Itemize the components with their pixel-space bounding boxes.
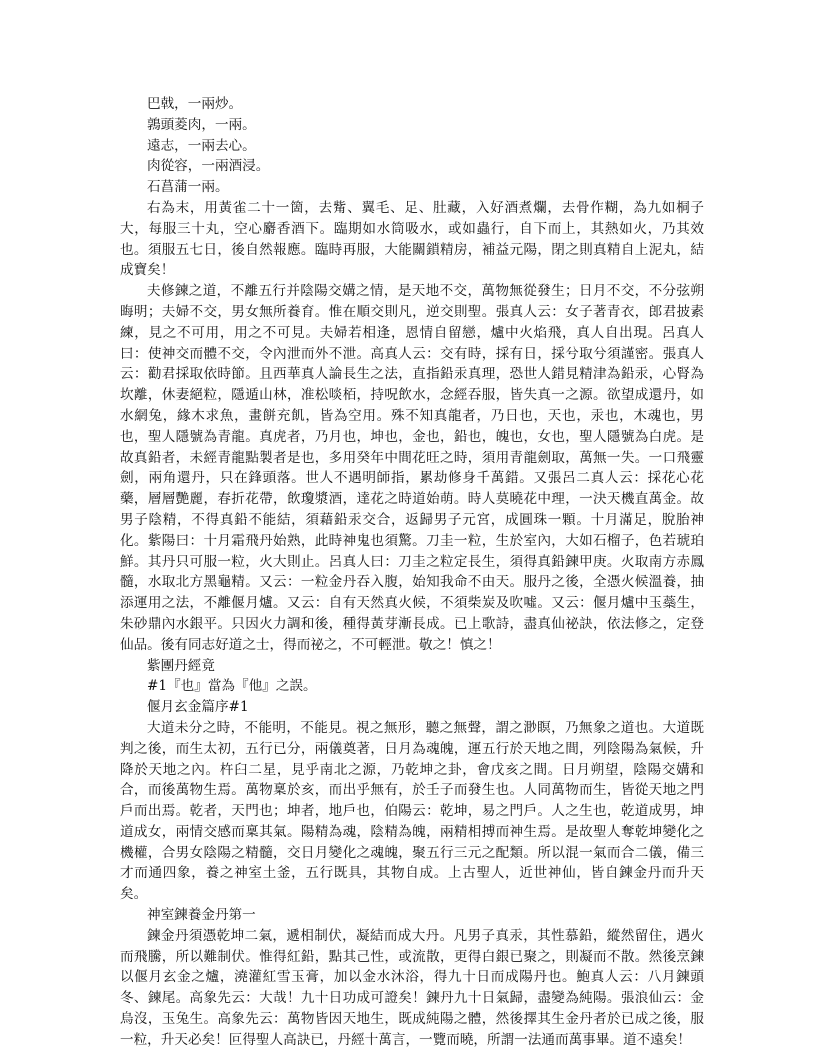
body-paragraph: 鍊金丹須憑乾坤二氣，遞相制伏，凝結而成大丹。凡男子真汞，其性慕鉛，縱然留住，遇火而飛騰，所以難制伏。惟得紅鉛，點其己性，或流散，更得白銀已聚之，則凝而不散。然後烹鍊以偃月玄金之爐，澆灌紅雪玉膏，加以金水沐浴，得九十日而成陽丹也。鮑真人云：八月鍊頭冬、鍊尾。高象先云：大哉！九十日功成可證矣！鍊丹九十日氣歸，盡變為純陽。張浪仙云：金烏沒，玉兔生。高象先云：萬物皆因天地生，既成純陽之體，然後擇其生金丹者於已成之後，服一粒，升天必矣！叵得聖人高訣已，丹經十萬言，一覽而曉，所謂一法通而萬事畢。道不遠矣！	[120, 927, 704, 1048]
text-line: 偃月玄金篇序#1	[147, 699, 249, 716]
text-line: 紫團丹經竟	[147, 657, 215, 674]
text-line: 遠志，一兩去心。	[147, 137, 256, 154]
text-line: 鶉頭菱肉，一兩。	[147, 116, 256, 133]
body-paragraph: 大道未分之時，不能明，不能見。視之無形，聽之無聲，謂之渺瞑，乃無象之道也。大道既判之後，而生太初，五行已分，兩儀奠著，日月為魂魄，運五行於天地之間，列陰陽為氣候，升降於天地之內。杵臼二星，見乎南北之源，乃乾坤之卦，會戊亥之間。日月朔望，陰陽交媾和合，而後萬物生焉。萬物稟於亥，而出乎無有，於壬子而發生也。人同萬物而生，皆從天地之門戶而出焉。乾者，天門也；坤者，地戶也，伯陽云：乾坤，易之門戶。人之生也，乾道成男，坤道成女，兩情交感而稟其氣。陽精為魂，陰精為魄，兩精相搏而神生焉。是故聖人奪乾坤變化之機權，合男女陰陽之精髓，交日月變化之魂魄，聚五行三元之配類。所以混一氣而合二儀，備三才而通四象，養之神室土釜，五行既具，其物自成。上古聖人，近世神仙，皆自鍊金丹而升天矣。	[120, 719, 704, 903]
text-line: 神室鍊養金丹第一	[147, 907, 256, 924]
document-page	[120, 94, 704, 1051]
body-paragraph: 右為末，用黃雀二十一箇，去觜、翼毛、足、肚藏，入好酒煮爛，去骨作糊，為九如桐子大，每服三十丸，空心麝香酒下。臨期如水筒吸水，或如蟲行，自下而上，其熱如火，乃其效也。須服五七日，後自然報應。臨時再服，大能關鎖精房，補益元陽，閉之則真精自上泥丸，結成寶矣！	[120, 199, 704, 279]
text-line: 巴戟，一兩炒。	[147, 96, 243, 112]
text-line: 肉從容，一兩酒浸。	[147, 158, 270, 175]
text-line: 石菖蒲一兩。	[147, 179, 229, 196]
body-paragraph: 夫修鍊之道，不離五行并陰陽交媾之情，是天地不交，萬物無從發生；日月不交，不分弦朔晦明；夫婦不交，男女無所養育。惟在順交則凡，逆交則聖。張真人云：女子著青衣，郎君披素練，見之不可用，用之不可見。夫婦若相逢，恩情自留戀，爐中火焰飛，真人自出現。呂真人曰：使神交而體不交，令內泄而外不泄。高真人云：交有時，採有日，採兮取兮須謹密。張真人云：勸君採取依時節。且西華真人論長生之法，直指鉛汞真理，恐世人錯見精津為鉛汞，心腎為坎離，休妻絕粒，隱遁山林，准松啖栢，持呪飲水，念經吞服，皆失真一之源。欲望成還丹，如水網兔，緣木求魚，畫餅充飢，皆為空用。殊不知真龍者，乃日也，天也，汞也，木魂也，男也，聖人隱號為青龍。真虎者，乃月也，坤也，金也，鉛也，魄也，女也，聖人隱號為白虎。是故真鉛者，未經青龍點製者是也，多用癸年中間花旺之時，須用青龍劍取，萬無一失。一口飛靈劍，兩角還丹，只在鋒頭落。世人不遇明師指，累劫修身千萬錯。又張呂二真人云：採花心花藥，層層艷麗，春折花帶，飲瓊漿酒，達花之時道始萌。時人莫曉花中理，一決天機直萬金。故男子陰精，不得真鉛不能結，須藉鉛汞交合，返歸男子元宮，成圓珠一顆。十月滿足，脫胎神化。紫陽曰：十月霜飛丹始熟，此時神鬼也須驚。刀圭一粒，生於室內，大如石榴子，色若琥珀鮮。其丹只可服一粒，火大則止。呂真人曰：刀圭之粒定長生，須得真鉛鍊甲庚。火取南方赤鳳髓，水取北方黑龜精。又云：一粒金丹吞入腹，始知我命不由天。服丹之後，全憑火候溫養，抽添運用之法，不離偃月爐。又云：自有天然真火候，不須柴炭及吹噓。又云：偃月爐中玉蘂生，朱砂鼎內水銀平。只因火力調和後，種得黃芽漸長成。已上歌詩，盡真仙祕訣，依法修之，定登仙品。後有同志好道之士，得而祕之，不可輕泄。敬之！慎之！	[120, 283, 704, 653]
text-line: #1『也』當為『他』之誤。	[147, 678, 317, 695]
